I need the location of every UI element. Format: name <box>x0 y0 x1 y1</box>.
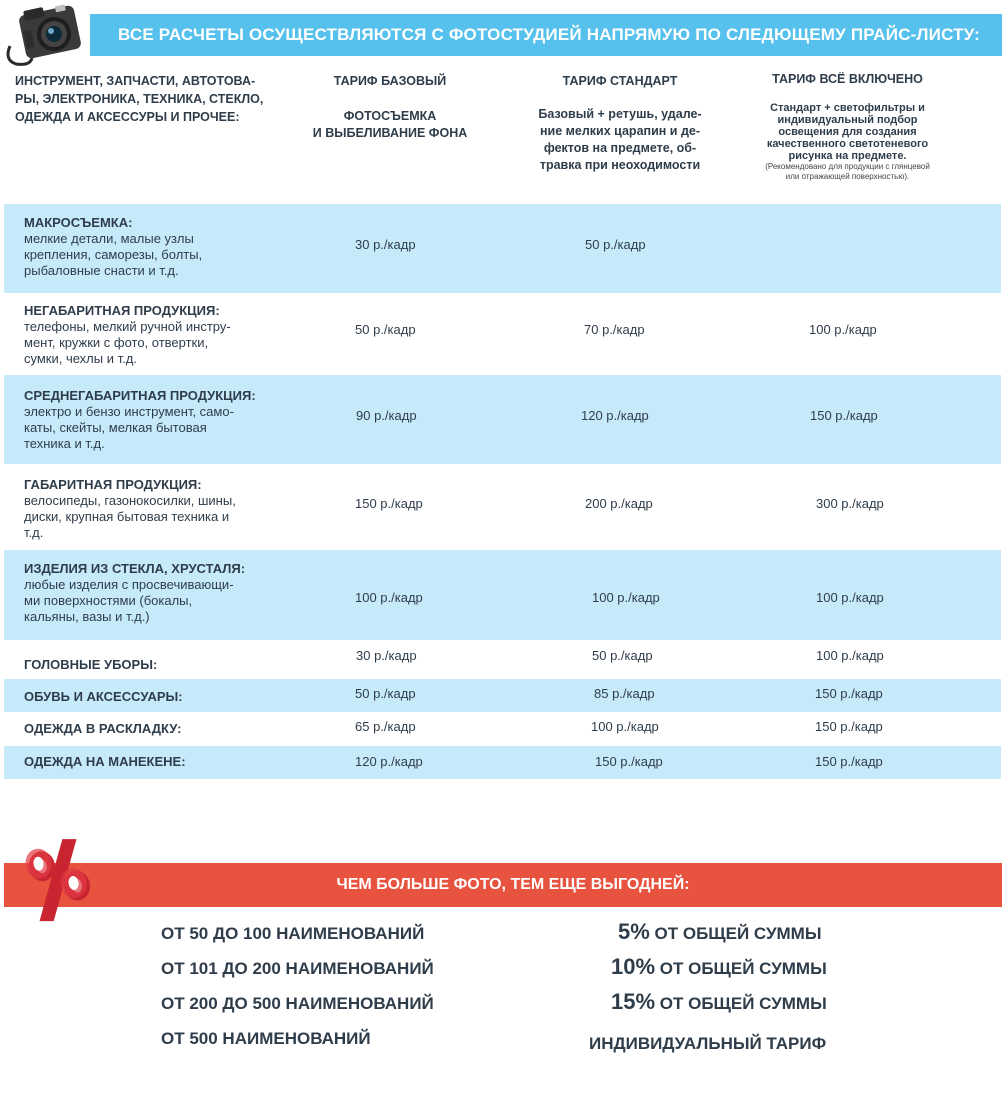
header-all-title: ТАРИФ ВСЁ ВКЛЮЧЕНО <box>772 72 923 86</box>
discount-pct: 10% <box>611 954 656 979</box>
table-row <box>4 464 1001 550</box>
discount-value <box>611 954 827 980</box>
price-standard: 100 р./кадр <box>591 719 659 734</box>
row-desc: техника и т.д. <box>24 436 105 451</box>
discount-value <box>589 1029 826 1055</box>
header-category <box>15 72 290 126</box>
table-row <box>4 293 1001 375</box>
price-all: 150 р./кадр <box>815 719 883 734</box>
discount-pct: 15% <box>611 989 656 1014</box>
row-category <box>24 689 183 705</box>
price-all: 300 р./кадр <box>816 496 884 511</box>
top-banner <box>90 14 1002 56</box>
price-basic: 90 р./кадр <box>356 408 417 423</box>
row-category <box>24 561 245 625</box>
price-all: 100 р./кадр <box>816 648 884 663</box>
discount-banner-text: ЧЕМ БОЛЬШЕ ФОТО, ТЕМ ЕЩЕ ВЫГОДНЕЙ: <box>336 876 690 893</box>
table-row <box>4 550 1001 640</box>
discount-suffix: ИНДИВИДУАЛЬНЫЙ ТАРИФ <box>589 1034 827 1053</box>
price-basic: 150 р./кадр <box>355 496 423 511</box>
header-basic-desc: И ВЫБЕЛИВАНИЕ ФОНА <box>312 126 468 140</box>
header-all-desc: качественного светотеневого <box>766 138 929 150</box>
header-all-note: или отражающей поверхностью). <box>785 172 910 181</box>
price-all: 100 р./кадр <box>816 590 884 605</box>
camera-icon <box>2 2 98 68</box>
price-basic: 50 р./кадр <box>355 686 416 701</box>
discount-banner <box>4 863 1002 907</box>
price-standard: 50 р./кадр <box>592 648 653 663</box>
row-title: СРЕДНЕГАБАРИТНАЯ ПРОДУКЦИЯ: <box>24 388 256 403</box>
discount-pct: 5% <box>618 919 650 944</box>
row-desc: велосипеды, газонокосилки, шины, <box>24 493 236 508</box>
row-desc: диски, крупная бытовая техника и <box>24 509 230 524</box>
discount-range: ОТ 500 НАИМЕНОВАНИЙ <box>161 1029 371 1048</box>
discount-suffix: ОТ ОБЩЕЙ СУММЫ <box>655 959 827 978</box>
price-basic: 120 р./кадр <box>355 754 423 769</box>
row-title: МАКРОСЪЕМКА: <box>24 215 133 230</box>
discount-value <box>611 989 827 1015</box>
price-standard: 200 р./кадр <box>585 496 653 511</box>
row-category <box>24 721 181 737</box>
row-title: ОБУВЬ И АКСЕССУАРЫ: <box>24 689 183 704</box>
row-title: ИЗДЕЛИЯ ИЗ СТЕКЛА, ХРУСТАЛЯ: <box>24 561 246 576</box>
row-title: ОДЕЖДА НА МАНЕКЕНЕ: <box>24 754 186 769</box>
discount-range: ОТ 50 ДО 100 НАИМЕНОВАНИЙ <box>161 924 425 943</box>
price-standard: 50 р./кадр <box>585 237 646 252</box>
row-desc: мент, кружки с фото, отвертки, <box>24 335 209 350</box>
row-title: ГАБАРИТНАЯ ПРОДУКЦИЯ: <box>24 477 202 492</box>
table-row <box>4 204 1001 293</box>
table-row <box>4 375 1001 464</box>
price-basic: 100 р./кадр <box>355 590 423 605</box>
row-desc: крепления, саморезы, болты, <box>24 247 203 262</box>
header-basic <box>300 72 480 142</box>
row-category <box>24 303 231 367</box>
top-banner-text: ВСЕ РАСЧЕТЫ ОСУЩЕСТВЛЯЮТСЯ С ФОТОСТУДИЕЙ НАПРЯМУЮ ПО СЛЕДЮЩЕМУ ПРАЙС-ЛИСТУ: <box>118 25 980 44</box>
discount-value <box>618 919 822 945</box>
percent-icon <box>18 836 100 924</box>
price-basic: 30 р./кадр <box>355 237 416 252</box>
header-standard <box>520 72 720 174</box>
row-desc: телефоны, мелкий ручной инстру- <box>24 319 231 334</box>
price-all: 150 р./кадр <box>815 754 883 769</box>
header-standard-desc: ние мелких царапин и де- <box>539 124 700 138</box>
header-basic-desc: ФОТОСЪЕМКА <box>343 109 437 123</box>
header-standard-desc: травка при неоходимости <box>539 158 701 172</box>
header-all-desc: Стандарт + светофильтры и <box>770 102 925 114</box>
row-desc: кальяны, вазы и т.д.) <box>24 609 150 624</box>
row-desc: т.д. <box>24 525 44 540</box>
price-all: 150 р./кадр <box>810 408 878 423</box>
header-standard-title: ТАРИФ СТАНДАРТ <box>562 74 678 88</box>
row-category <box>24 754 186 770</box>
price-all: 100 р./кадр <box>809 322 877 337</box>
row-desc: электро и бензо инструмент, само- <box>24 404 234 419</box>
row-desc: мелкие детали, малые узлы <box>24 231 194 246</box>
discount-range: ОТ 101 ДО 200 НАИМЕНОВАНИЙ <box>161 959 434 978</box>
price-basic: 30 р./кадр <box>356 648 417 663</box>
row-category <box>24 657 157 673</box>
row-desc: рыбаловные снасти и т.д. <box>24 263 179 278</box>
row-desc: каты, скейты, мелкая бытовая <box>24 420 207 435</box>
discount-suffix: ОТ ОБЩЕЙ СУММЫ <box>649 924 822 943</box>
header-standard-desc: Базовый + ретушь, удале- <box>538 107 702 121</box>
price-standard: 85 р./кадр <box>594 686 655 701</box>
header-all <box>745 70 950 182</box>
row-category <box>24 477 236 541</box>
header-all-desc: освещения для создания <box>778 126 917 138</box>
header-category-line: РЫ, ЭЛЕКТРОНИКА, ТЕХНИКА, СТЕКЛО, <box>15 92 264 106</box>
discount-suffix: ОТ ОБЩЕЙ СУММЫ <box>655 994 827 1013</box>
price-standard: 150 р./кадр <box>595 754 663 769</box>
header-category-line: ОДЕЖДА И АКСЕССУРЫ И ПРОЧЕЕ: <box>15 110 240 124</box>
header-all-note: (Рекомендовано для продукции с глянцевой <box>765 162 930 171</box>
price-standard: 70 р./кадр <box>584 322 645 337</box>
row-title: ГОЛОВНЫЕ УБОРЫ: <box>24 657 158 672</box>
table-row <box>4 679 1001 712</box>
table-row <box>4 712 1001 746</box>
row-desc: ми поверхностями (бокалы, <box>24 593 193 608</box>
row-category <box>24 215 202 279</box>
header-all-desc: индивидуальный подбор <box>777 114 918 126</box>
row-title: НЕГАБАРИТНАЯ ПРОДУКЦИЯ: <box>24 303 220 318</box>
price-standard: 120 р./кадр <box>581 408 649 423</box>
price-basic: 65 р./кадр <box>355 719 416 734</box>
table-row <box>4 640 1001 679</box>
table-row <box>4 746 1001 779</box>
discount-range: ОТ 200 ДО 500 НАИМЕНОВАНИЙ <box>161 994 434 1013</box>
header-basic-title: ТАРИФ БАЗОВЫЙ <box>333 74 447 88</box>
price-all: 150 р./кадр <box>815 686 883 701</box>
row-desc: любые изделия с просвечивающи- <box>24 577 234 592</box>
header-all-desc: рисунка на предмете. <box>788 150 907 162</box>
row-desc: сумки, чехлы и т.д. <box>24 351 137 366</box>
header-category-line: ИНСТРУМЕНТ, ЗАПЧАСТИ, АВТОТОВА- <box>15 74 256 88</box>
price-basic: 50 р./кадр <box>355 322 416 337</box>
row-title: ОДЕЖДА В РАСКЛАДКУ: <box>24 721 182 736</box>
row-category <box>24 388 256 452</box>
price-standard: 100 р./кадр <box>592 590 660 605</box>
header-standard-desc: фектов на предмете, об- <box>543 141 697 155</box>
